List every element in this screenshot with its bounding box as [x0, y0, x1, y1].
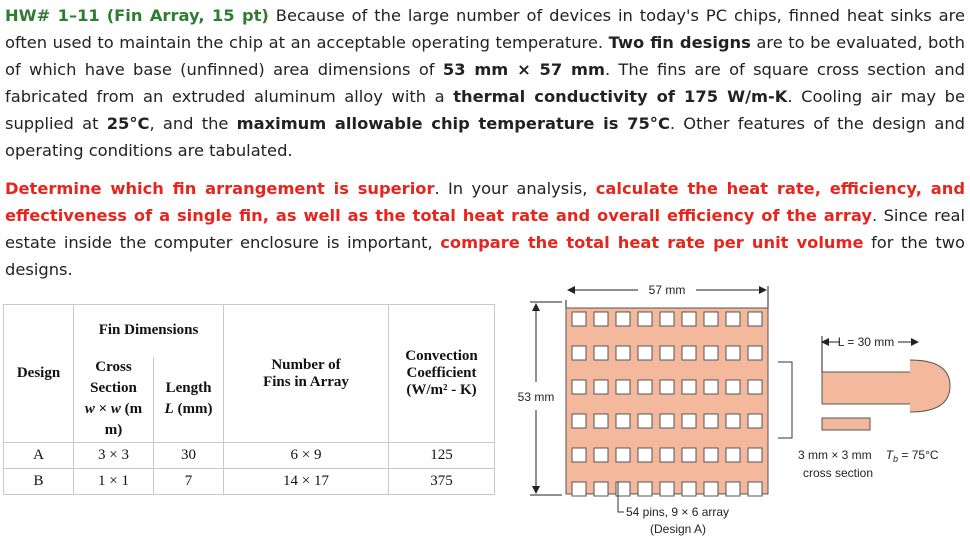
- fin-pin: [572, 482, 586, 496]
- length-label: L = 30 mm: [837, 335, 895, 349]
- fin-pin: [660, 448, 674, 462]
- fin-pin: [616, 380, 630, 394]
- fin-pin: [726, 346, 740, 360]
- fin-pin: [594, 414, 608, 428]
- fin-pin: [748, 312, 762, 326]
- fin-pin: [726, 380, 740, 394]
- fin-pin: [682, 448, 696, 462]
- fin-pin: [638, 414, 652, 428]
- fin-pin: [682, 380, 696, 394]
- fin-pin: [638, 448, 652, 462]
- fin-pin: [704, 380, 718, 394]
- fin-pin: [638, 312, 652, 326]
- fin-pin: [594, 380, 608, 394]
- fin-pin: [726, 448, 740, 462]
- header-length: Length L (mm): [154, 357, 224, 443]
- cross-section-square: [822, 418, 870, 430]
- fin-pin: [616, 414, 630, 428]
- fin-pin: [704, 414, 718, 428]
- fin-pin: [748, 448, 762, 462]
- table-row: A 3 × 3 30 6 × 9 125: [4, 443, 495, 469]
- fin-pin: [660, 312, 674, 326]
- fin-array-figure: [506, 276, 966, 544]
- pins-label: 54 pins, 9 × 6 array: [626, 505, 730, 519]
- fin-pin: [594, 346, 608, 360]
- fin-pin: [748, 482, 762, 496]
- fin-pin: [572, 380, 586, 394]
- height-label: 53 mm: [517, 390, 555, 404]
- fin-pin: [748, 414, 762, 428]
- fin-pin: [726, 312, 740, 326]
- fin-pin: [616, 346, 630, 360]
- fin-pin: [572, 448, 586, 462]
- header-number-of-fins: Number of Fins in Array: [224, 305, 389, 443]
- fin-pin: [572, 346, 586, 360]
- header-design: Design: [4, 305, 74, 443]
- fin-pin: [682, 312, 696, 326]
- fin-pin: [682, 346, 696, 360]
- fin-pin: [660, 482, 674, 496]
- header-fin-dimensions: Fin Dimensions: [74, 305, 224, 357]
- cross-section-label: 3 mm × 3 mm $T_b = 75^\circ C$: [798, 448, 939, 464]
- base-plate: [566, 308, 768, 494]
- fin-pin: [660, 380, 674, 394]
- fin-pin: [704, 312, 718, 326]
- fin-pin: [638, 380, 652, 394]
- fin-pin: [594, 312, 608, 326]
- fin-pin: [594, 482, 608, 496]
- header-convection: Convection Coefficient (W/m² - K): [389, 305, 495, 443]
- width-label: 57 mm: [648, 283, 686, 297]
- fin-pin: [638, 346, 652, 360]
- fin-pin: [682, 482, 696, 496]
- design-label: (Design A): [649, 522, 707, 536]
- fin-pin: [638, 482, 652, 496]
- fin-pin: [682, 414, 696, 428]
- fin-pin: [616, 312, 630, 326]
- fin-pin: [704, 482, 718, 496]
- fin-pin: [748, 346, 762, 360]
- fin-pin: [572, 414, 586, 428]
- cross-section-label-2: cross section: [803, 466, 874, 480]
- fin-pin: [748, 380, 762, 394]
- fin-pin: [704, 448, 718, 462]
- fin-pin: [660, 414, 674, 428]
- problem-title: (Fin Array, 15 pt): [106, 6, 269, 25]
- table-row: B 1 × 1 7 14 × 17 375: [4, 469, 495, 495]
- problem-statement: HW# 1–11 (Fin Array, 15 pt) Because of the large number of devices in today's PC chips, finned heat sinks are often used to maintain the chip at an acceptable operating temperature. Two fin designs are to be evaluated, both of which have base (unfinned) area dimensions of 53 mm × 57 mm. The fins are of square cross section and fabricated from an extruded aluminum alloy with a thermal conductivity of 175 W/m-K. Cooling air may be supplied at 25°C, and the maximum allowable chip temperature is 75°C. Other features of the design and operating conditions are tabulated.: [5, 6, 965, 160]
- fin-pin: [726, 414, 740, 428]
- fin-pin: [660, 346, 674, 360]
- fin-pin: [616, 448, 630, 462]
- fin-design-table: [3, 304, 495, 495]
- fin-pin: [726, 482, 740, 496]
- fin-pin: [572, 312, 586, 326]
- header-cross-section: Cross Section w × w (m m): [74, 357, 154, 443]
- fin-pin: [594, 448, 608, 462]
- chip-body: [910, 360, 950, 412]
- task-statement: Determine which fin arrangement is superior. In your analysis, calculate the heat rate, efficiency, and effectiveness of a single fin, as well as the total heat rate and overall efficiency of the array. Since real estate inside the computer enclosure is important, compare the total heat rate per unit volume for the two designs.: [5, 179, 965, 279]
- fin-pin: [704, 346, 718, 360]
- hw-label: HW# 1–11: [5, 6, 100, 25]
